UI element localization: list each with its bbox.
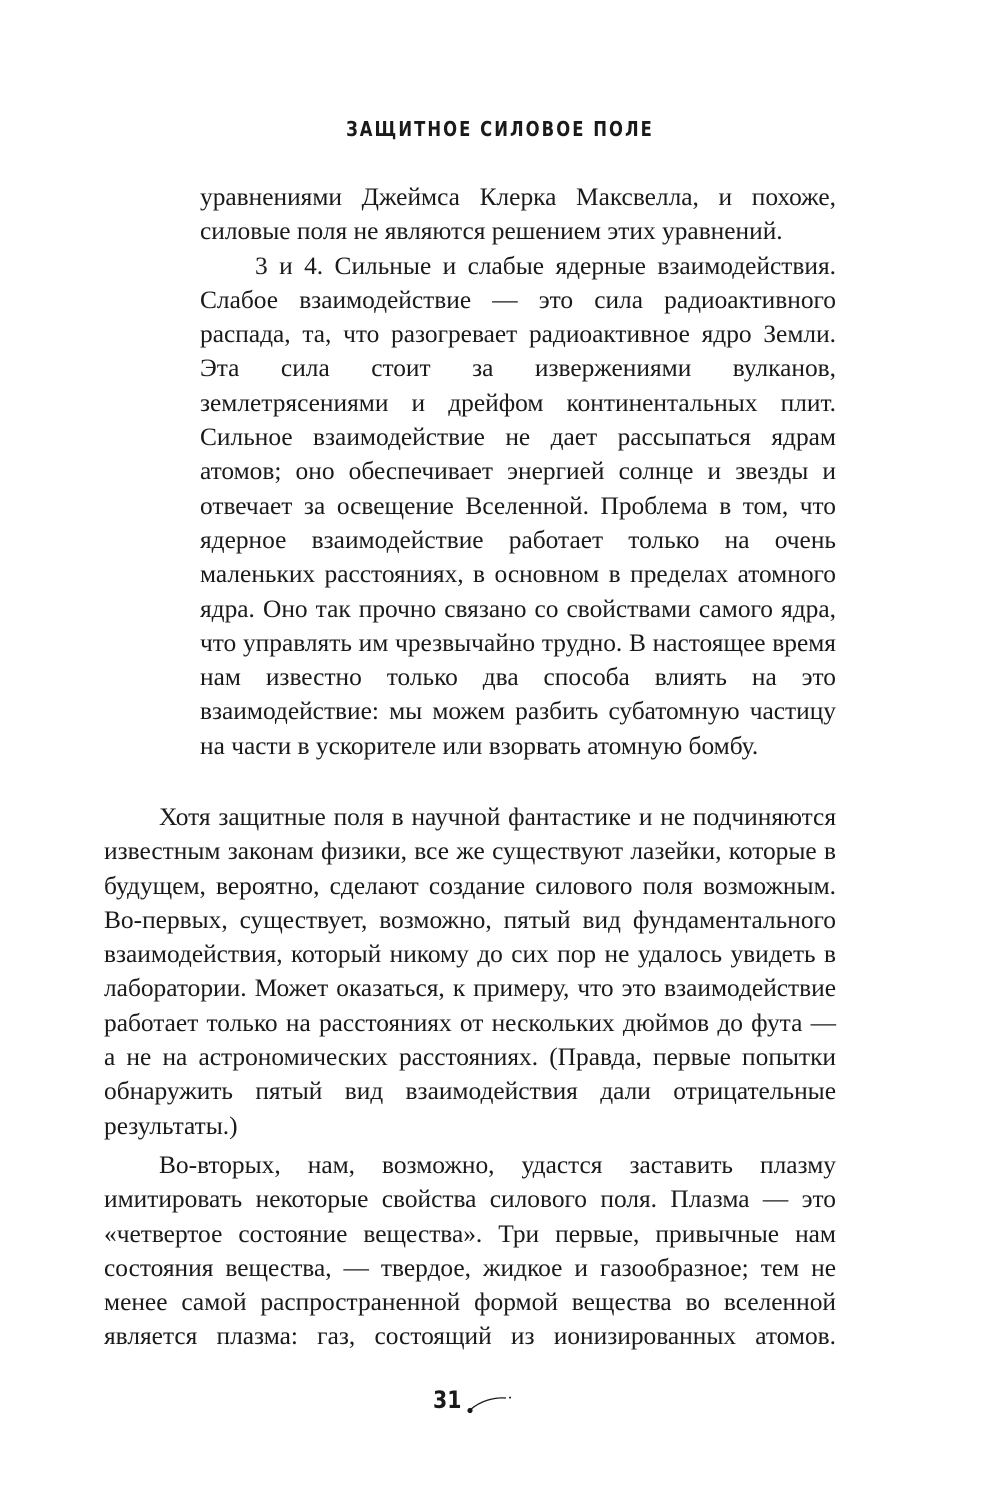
- body-paragraph: Хотя защитные поля в научной фантастике и не подчиняются известным законам физики, все же существуют лазейки, которые в будущем, вероятно, сделают создание силового поля возможным. Во-первых, существует, возможно, пятый вид фундаментального взаимодействия, который никому до сих пор не удалось увидеть в лаборатории. Может оказаться, к примеру, что это взаимодействие работает только на расстояниях от нескольких дюймов до фута — а не на астрономических расстояниях. (Правда, первые попытки обнаружить пятый вид взаимодействия дали отрицательные результаты.): [104, 803, 836, 1140]
- running-header: ЗАЩИТНОЕ СИЛОВОЕ ПОЛЕ: [346, 117, 654, 141]
- inset-paragraph: уравнениями Джеймса Клерка Максвелла, и похоже, силовые поля не являются решением этих уравнений.: [200, 183, 836, 246]
- page-folio: [433, 1375, 514, 1415]
- page-number: 31: [433, 1386, 462, 1414]
- inset-text-block: [200, 180, 836, 763]
- inset-paragraph: 3 и 4. Сильные и слабые ядерные взаимодействия. Слабое взаимодействие — это сила радиоактивного распада, та, что разогревает радиоактивное ядро Земли. Эта сила стоит за извержениями вулканов, землетрясениями и дрейфом континентальных плит. Сильное взаимодействие не дает рассыпаться ядрам атомов; оно обеспечивает энергией солнце и звезды и отвечает за освещение Вселенной. Проблема в том, что ядерное взаимодействие работает только на очень маленьких расстояниях, в основном в пределах атомного ядра. Оно так прочно связано со свойствами самого ядра, что управлять им чрезвычайно трудно. В настоящее время нам известно только два способа влиять на это взаимодействие: мы можем разбить субатомную частицу на части в ускорителе или взорвать атомную бомбу.: [200, 251, 836, 760]
- swoosh-ornament-icon: [464, 1393, 514, 1415]
- main-text-block: [104, 800, 836, 1354]
- body-paragraph: Во-вторых, нам, возможно, удастся заставить плазму имитировать некоторые свойства силового поля. Плазма — это «четвертое состояние вещества». Три первые, привычные нам состояния вещества, — твердое, жидкое и газообразное; тем не менее самой распространенной формой вещества во вселенной является плазма: газ, состоящий из ионизированных атомов.: [104, 1150, 836, 1351]
